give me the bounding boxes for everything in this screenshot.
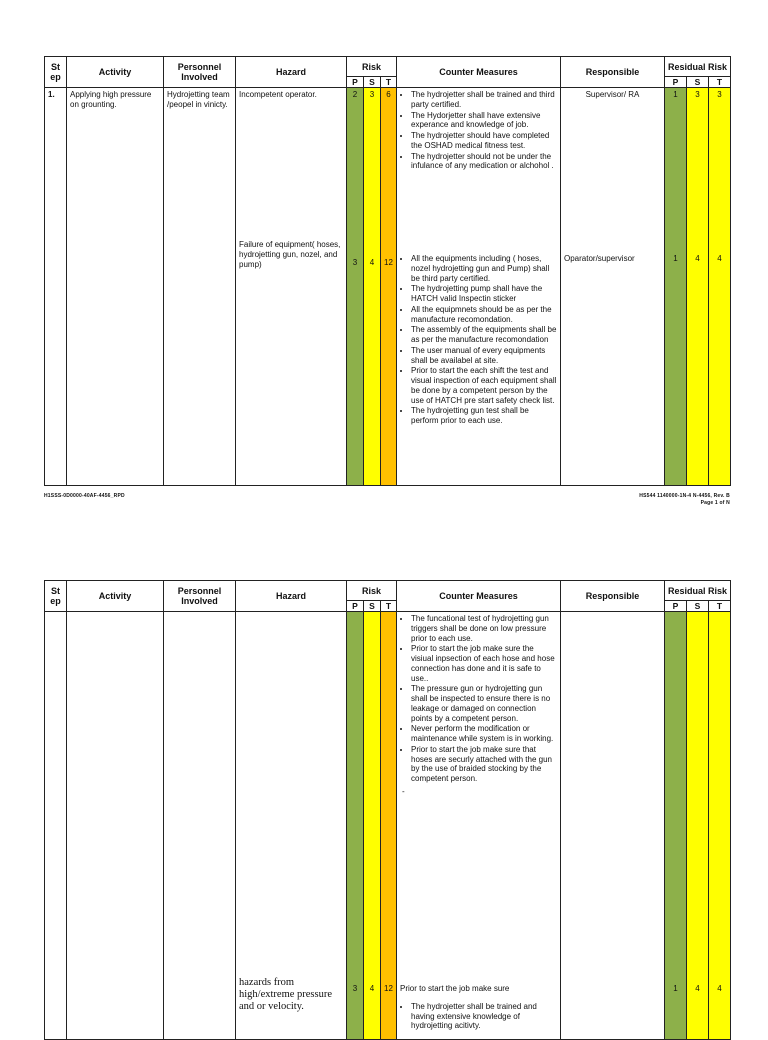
header-hazard: Hazard xyxy=(236,581,347,612)
residual-s-value: 3 xyxy=(695,90,700,99)
risk-p-value: 3 xyxy=(352,258,358,267)
step-cell xyxy=(45,612,67,1040)
header-residual-t: T xyxy=(709,77,731,88)
hazard-cell xyxy=(236,612,347,1040)
counter-measures-list xyxy=(397,88,560,171)
list-item: • Prior to start the each shift the test and visual inspection of each equipment shall be done by a competent person by the use of HATCH pre start safety check list. xyxy=(411,366,558,405)
hazard-text: hazards from high/extreme pressure and or velocity. xyxy=(239,977,333,1013)
counter-measures-list xyxy=(397,996,560,1031)
risk-p-cell xyxy=(347,88,364,486)
header-step: St ep xyxy=(45,57,67,88)
activity-cell xyxy=(67,612,164,1040)
header-residual-risk: Residual Risk xyxy=(665,57,731,77)
risk-p-value: 2 xyxy=(352,90,358,99)
list-item: • All the equipments including ( hoses, nozel hydrojetting gun and Pump) shall be third party certified. xyxy=(411,254,558,283)
counter-measures-cell xyxy=(397,88,561,486)
footer-doc-code-left: H1SSS-0D0000-40AF-4456_RPD xyxy=(44,493,125,499)
responsible-text: Supervisor/ RA xyxy=(585,90,640,99)
risk-s-value: 4 xyxy=(369,258,375,267)
list-item: • The funcational test of hydrojetting gun triggers shall be done on low pressure prior to each use. xyxy=(411,614,558,643)
risk-t-cell xyxy=(381,612,397,1040)
residual-p-cell xyxy=(665,612,687,1040)
footer-doc-code-right: HS544 1140000-1N-4 N-4456, Rev. B xyxy=(639,493,730,499)
header-risk-s: S xyxy=(364,601,381,612)
footer-page-number: Page 1 of N xyxy=(700,500,730,506)
header-residual-s: S xyxy=(687,77,709,88)
header-activity: Activity xyxy=(67,57,164,88)
activity-text: Applying high pressure on grounting. xyxy=(70,90,152,109)
risk-s-value: 3 xyxy=(369,90,375,99)
counter-measures-list xyxy=(397,252,560,426)
list-item: • The hydrojetter shall be trained and third party certified. xyxy=(411,90,558,110)
risk-s-cell xyxy=(364,88,381,486)
header-risk: Risk xyxy=(347,57,397,77)
header-step: St ep xyxy=(45,581,67,612)
hazard-text: Incompetent operator. xyxy=(239,90,317,99)
header-risk-p: P xyxy=(347,601,364,612)
step-cell xyxy=(45,88,67,486)
hazard-cell xyxy=(236,88,347,486)
header-residual-p: P xyxy=(665,601,687,612)
header-residual-risk: Residual Risk xyxy=(665,581,731,601)
personnel-text: Hydrojetting team /peopel in vinicty. xyxy=(167,90,230,109)
list-item: • The user manual of every equipments shall be availabel at site. xyxy=(411,346,558,366)
header-activity: Activity xyxy=(67,581,164,612)
step-number: 1. xyxy=(48,90,55,99)
risk-table-page-2 xyxy=(44,580,731,1040)
list-item: • The Hydorjetter shall have extensive experance and knowledge of job. xyxy=(411,111,558,131)
list-item: • Never perform the modification or maintenance while system is in working. xyxy=(411,724,558,744)
header-counter-measures: Counter Measures xyxy=(397,581,561,612)
header-hazard: Hazard xyxy=(236,57,347,88)
header-residual-p: P xyxy=(665,77,687,88)
residual-p-value: 1 xyxy=(673,90,678,99)
personnel-cell xyxy=(164,88,236,486)
residual-s-cell xyxy=(687,612,709,1040)
list-item: • The hydrojetter should not be under the infulance of any medication or alchohol . xyxy=(411,152,558,172)
risk-p-value: 3 xyxy=(352,984,358,993)
list-item: • The hydrojetter should have completed the OSHAD medical fitness test. xyxy=(411,131,558,151)
residual-t-value: 4 xyxy=(717,984,722,993)
header-responsible: Responsible xyxy=(561,57,665,88)
list-item: • All the equipmnets should be as per the manufacture recomondation. xyxy=(411,305,558,325)
residual-t-cell xyxy=(709,612,731,1040)
residual-s-value: 4 xyxy=(695,254,700,263)
counter-measures-list xyxy=(397,612,560,784)
header-risk: Risk xyxy=(347,581,397,601)
header-personnel: Personnel Involved xyxy=(164,581,236,612)
responsible-cell xyxy=(561,612,665,1040)
list-item: • Prior to start the job make sure the visiual inpsection of each hose and hose connection has done and it is safe to use.. xyxy=(411,644,558,683)
header-residual-t: T xyxy=(709,601,731,612)
risk-s-value: 4 xyxy=(369,984,375,993)
risk-p-cell xyxy=(347,612,364,1040)
risk-t-value: 6 xyxy=(386,90,391,99)
list-item: • The pressure gun or hydrojetting gun shall be inspected to ensure there is no leakage or damaged on connection points by a competent person. xyxy=(411,684,558,723)
list-item: • The hydrojetting gun test shall be perform prior to each use. xyxy=(411,406,558,426)
list-item: • The assembly of the equipments shall be as per the manufacture recomondation xyxy=(411,325,558,345)
responsible-cell xyxy=(561,88,665,486)
responsible-text: Oparator/supervisor xyxy=(564,254,635,263)
risk-s-cell xyxy=(364,612,381,1040)
residual-p-value: 1 xyxy=(673,984,678,993)
residual-s-value: 4 xyxy=(695,984,700,993)
activity-cell xyxy=(67,88,164,486)
risk-table-page-1 xyxy=(44,56,731,486)
header-risk-t: T xyxy=(381,601,397,612)
list-item: • The hydrojetting pump shall have the HATCH valid Inspectin sticker xyxy=(411,284,558,304)
list-item: • Prior to start the job make sure that hoses are securly attached with the gun by the use of braided stocking by the competent person. xyxy=(411,745,558,784)
dash-mark: - xyxy=(402,786,405,796)
header-counter-measures: Counter Measures xyxy=(397,57,561,88)
risk-t-cell xyxy=(381,88,397,486)
residual-t-value: 4 xyxy=(717,254,722,263)
header-risk-t: T xyxy=(381,77,397,88)
risk-t-value: 12 xyxy=(384,258,393,267)
list-item: • The hydrojetter shall be trained and having extensive knowledge of hydrojetting acitivty. xyxy=(411,1002,558,1031)
hazard-text: Failure of equipment( hoses, hydrojetting gun, nozel, and pump) xyxy=(239,240,341,269)
residual-s-cell xyxy=(687,88,709,486)
residual-t-value: 3 xyxy=(717,90,722,99)
personnel-cell xyxy=(164,612,236,1040)
counter-measures-cell xyxy=(397,612,561,1040)
header-risk-s: S xyxy=(364,77,381,88)
risk-t-value: 12 xyxy=(384,984,393,993)
residual-p-cell xyxy=(665,88,687,486)
header-personnel: Personnel Involved xyxy=(164,57,236,88)
header-risk-p: P xyxy=(347,77,364,88)
residual-p-value: 1 xyxy=(673,254,678,263)
header-residual-s: S xyxy=(687,601,709,612)
residual-t-cell xyxy=(709,88,731,486)
counter-lead-text: Prior to start the job make sure xyxy=(400,984,510,993)
header-responsible: Responsible xyxy=(561,581,665,612)
